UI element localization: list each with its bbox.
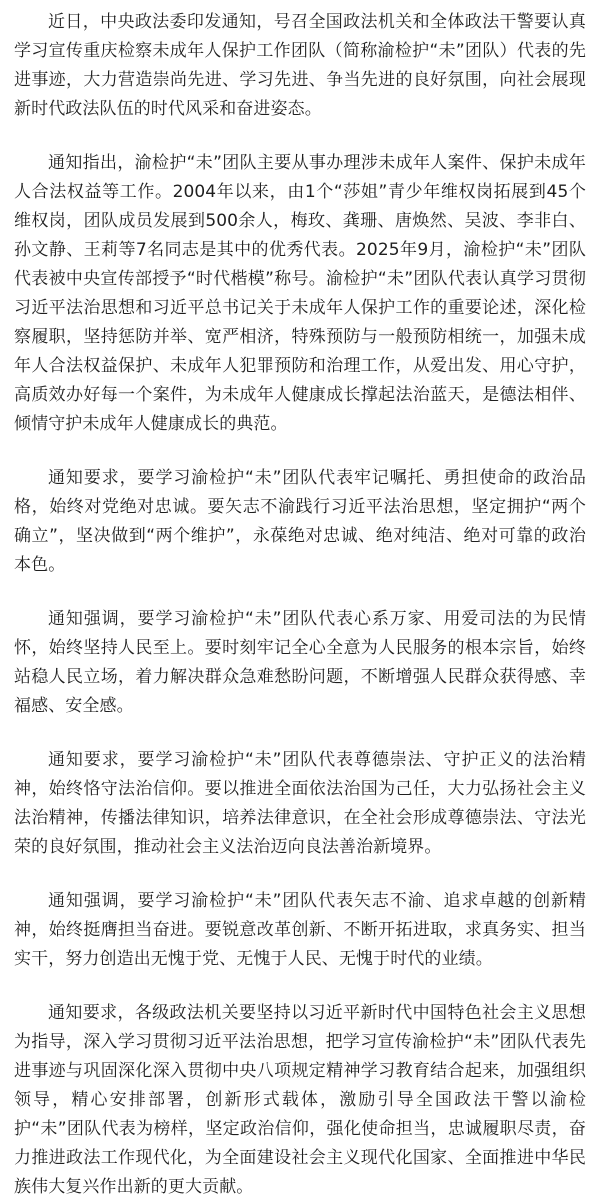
paragraph: 通知要求，各级政法机关要坚持以习近平新时代中国特色社会主义思想为指导，深入学习贯彻习近平法治思想，把学习宣传渝检护“未”团队代表先进事迹与巩固深化深入贯彻中央八项规定精神学习教育结合起来，加强组织领导，精心安排部署，创新形式载体，激励引导全国政法干警以渝检护“未”团队代表为榜样，坚定政治信仰，强化使命担当，忠诚履职尽责，奋力推进政法工作现代化，为全面建设社会主义现代化国家、全面推进中华民族伟大复兴作出新的更大贡献。: [14, 1003, 586, 1197]
paragraph: 通知强调，要学习渝检护“未”团队代表心系万家、用爱司法的为民情怀，始终坚持人民至上。要时刻牢记全心全意为人民服务的根本宗旨，始终站稳人民立场，着力解决群众急难愁盼问题，不断增强人民群众获得感、幸福感、安全感。: [14, 609, 586, 716]
paragraph: 通知强调，要学习渝检护“未”团队代表矢志不渝、追求卓越的创新精神，始终挺膺担当奋进。要锐意改革创新、不断开拓进取，求真务实、担当实干，努力创造出无愧于党、无愧于人民、无愧于时代的业绩。: [14, 891, 586, 969]
paragraph: 通知指出，渝检护“未”团队主要从事办理涉未成年人案件、保护未成年人合法权益等工作。2004年以来，由1个“莎姐”青少年维权岗拓展到45个维权岗，团队成员发展到500余人，梅玫、龚珊、唐焕然、吴波、李非白、孙文静、王莉等7名同志是其中的优秀代表。2025年9月，渝检护“未”团队代表被中央宣传部授予“时代楷模”称号。渝检护“未”团队代表认真学习贯彻习近平法治思想和习近平总书记关于未成年人保护工作的重要论述，深化检察履职，坚持惩防并举、宽严相济，特殊预防与一般预防相统一，加强未成年人合法权益保护、未成年人犯罪预防和治理工作，从爱出发、用心守护，高质效办好每一个案件，为未成年人健康成长撑起法治蓝天，是德法相伴、倾情守护未成年人健康成长的典范。: [14, 153, 586, 434]
paragraph: 通知要求，要学习渝检护“未”团队代表尊德崇法、守护正义的法治精神，始终恪守法治信仰。要以推进全面依法治国为己任，大力弘扬社会主义法治精神，传播法律知识，培养法律意识，在全社会形成尊德崇法、守法光荣的良好氛围，推动社会主义法治迈向良法善治新境界。: [14, 750, 586, 857]
paragraph: 近日，中央政法委印发通知，号召全国政法机关和全体政法干警要认真学习宣传重庆检察未成年人保护工作团队（简称渝检护“未”团队）代表的先进事迹，大力营造崇尚先进、学习先进、争当先进的良好氛围，向社会展现新时代政法队伍的时代风采和奋进姿态。: [14, 12, 586, 119]
paragraph: 通知要求，要学习渝检护“未”团队代表牢记嘱托、勇担使命的政治品格，始终对党绝对忠诚。要矢志不渝践行习近平法治思想，坚定拥护“两个确立”，坚决做到“两个维护”，永葆绝对忠诚、绝对纯洁、绝对可靠的政治本色。: [14, 468, 586, 575]
